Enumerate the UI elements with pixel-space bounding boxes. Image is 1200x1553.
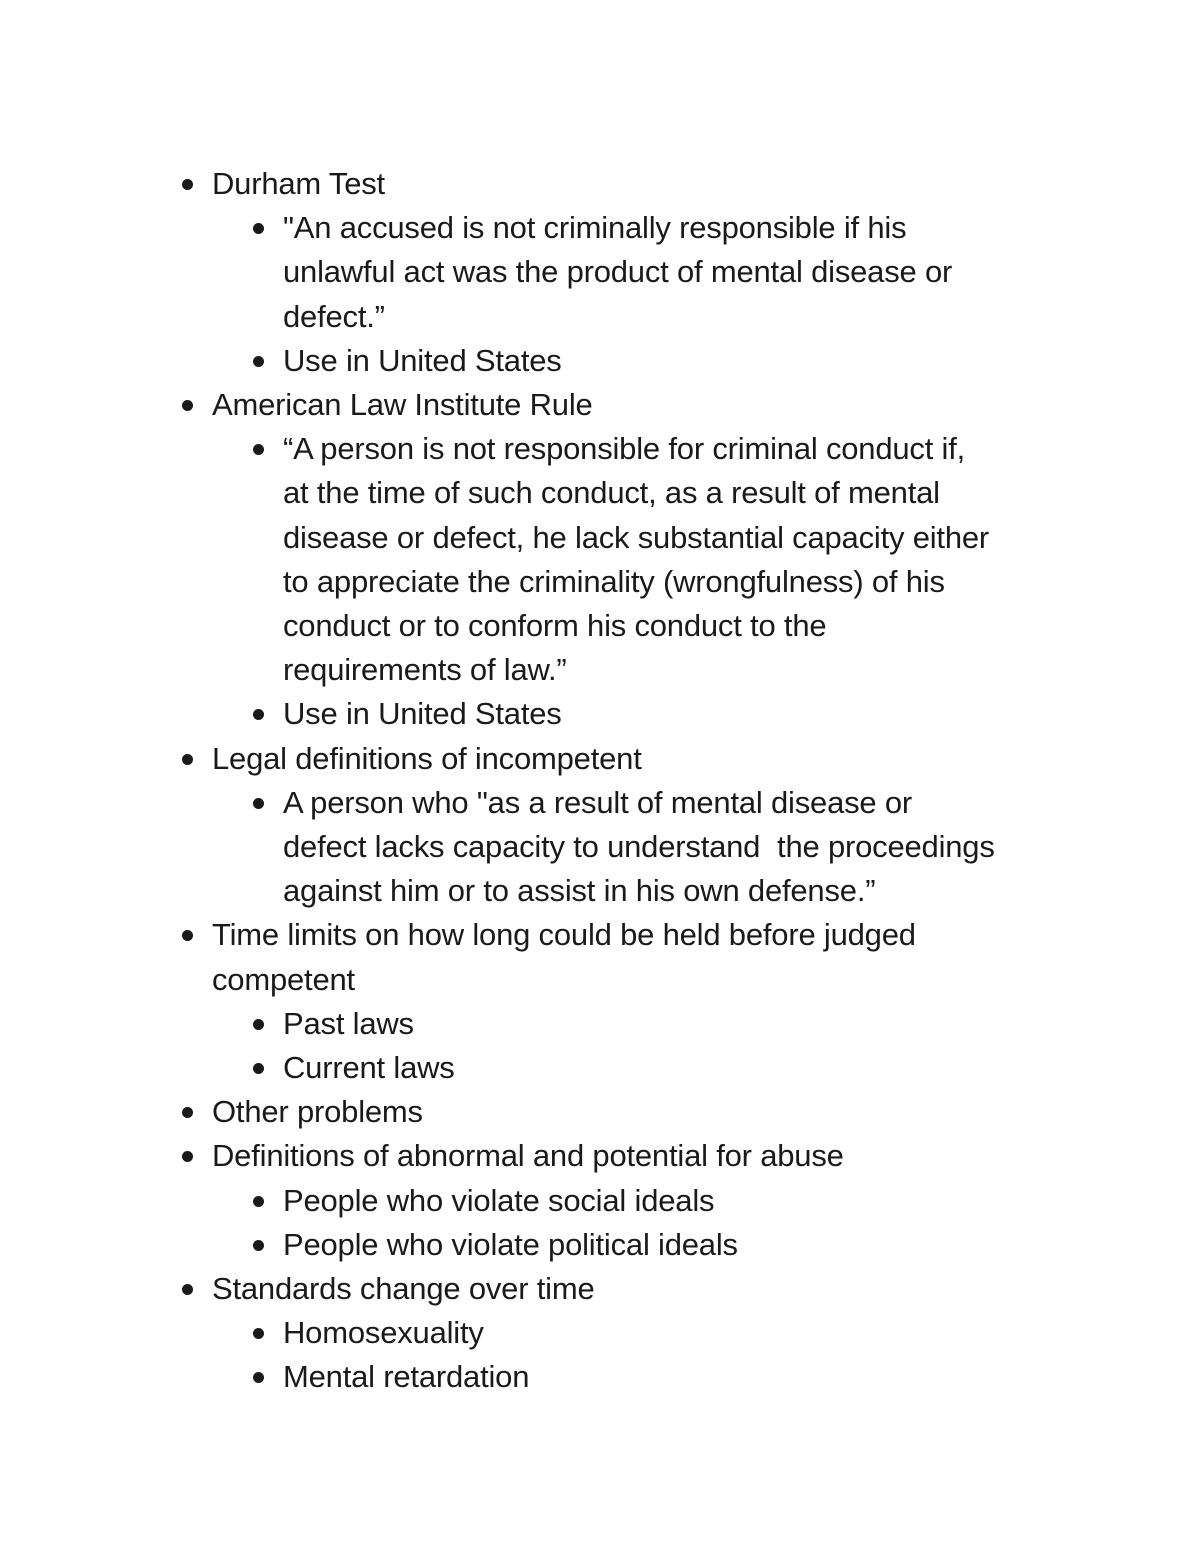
sub-outline-item-text: Past laws [283,1005,414,1041]
sub-outline-item-text: People who violate social ideals [283,1182,715,1218]
sub-outline [212,206,1082,383]
outline-item-text: Time limits on how long could be held before judged competent [212,917,916,997]
sub-outline [212,1179,1082,1267]
sub-outline-item [283,781,1082,914]
sub-outline [212,1311,1082,1399]
outline-item [212,1134,1082,1267]
outline-item-text: Other problems [212,1094,423,1130]
sub-outline-item-text: People who violate political ideals [283,1226,738,1262]
sub-outline-item-text: Use in United States [283,342,562,378]
outline-item-text: Standards change over time [212,1271,595,1307]
outline-item [212,1090,1082,1134]
bullet-icon [253,223,264,234]
bullet-icon [253,1196,264,1207]
sub-outline-item [283,206,1082,339]
outline-item [212,737,1082,914]
sub-outline-item [283,692,1082,736]
sub-outline [212,427,1082,736]
bullet-icon [182,179,193,190]
outline-item-text: American Law Institute Rule [212,387,593,423]
outline-item [212,913,1082,1090]
outline-item [212,1267,1082,1400]
bullet-icon [253,709,264,720]
bullet-icon [253,1372,264,1383]
sub-outline-item [283,1311,1082,1355]
bullet-outline [212,162,1082,1400]
bullet-icon [182,930,193,941]
sub-outline-item-text: Current laws [283,1050,455,1086]
bullet-icon [253,444,264,455]
sub-outline-item-text: A person who "as a result of mental disease or defect lacks capacity to understand the proceedings against him or to assist in his own defense.” [283,784,995,909]
bullet-icon [253,1019,264,1030]
sub-outline-item [283,1046,1082,1090]
sub-outline-item-text: Use in United States [283,696,562,732]
bullet-icon [253,1063,264,1074]
bullet-icon [182,400,193,411]
sub-outline [212,1002,1082,1090]
bullet-icon [182,1107,193,1118]
bullet-icon [182,1151,193,1162]
sub-outline-item [283,1179,1082,1223]
bullet-icon [182,1284,193,1295]
outline-item [212,162,1082,383]
bullet-icon [253,1240,264,1251]
bullet-icon [182,754,193,765]
sub-outline-item-text: Mental retardation [283,1359,530,1395]
bullet-icon [253,356,264,367]
bullet-icon [253,798,264,809]
sub-outline-item [283,1002,1082,1046]
sub-outline-item [283,427,1082,692]
sub-outline-item [283,339,1082,383]
outline-item-text: Legal definitions of incompetent [212,740,642,776]
outline-item-text: Durham Test [212,166,385,201]
sub-outline [212,781,1082,914]
sub-outline-item-text: “A person is not responsible for criminal conduct if, at the time of such conduct, as a result of mental disease or defect, he lack substantial capacity either to appreciate the criminality (wrongfulness) of his conduct or to conform his conduct to the requirements of law.” [283,431,990,688]
outline-item [212,383,1082,737]
sub-outline-item-text: "An accused is not criminally responsible if his unlawful act was the product of mental disease or defect.” [283,210,953,334]
outline-item-text: Definitions of abnormal and potential for abuse [212,1138,844,1174]
bullet-icon [253,1328,264,1339]
sub-outline-item [283,1223,1082,1267]
sub-outline-item [283,1355,1082,1399]
sub-outline-item-text: Homosexuality [283,1315,484,1351]
